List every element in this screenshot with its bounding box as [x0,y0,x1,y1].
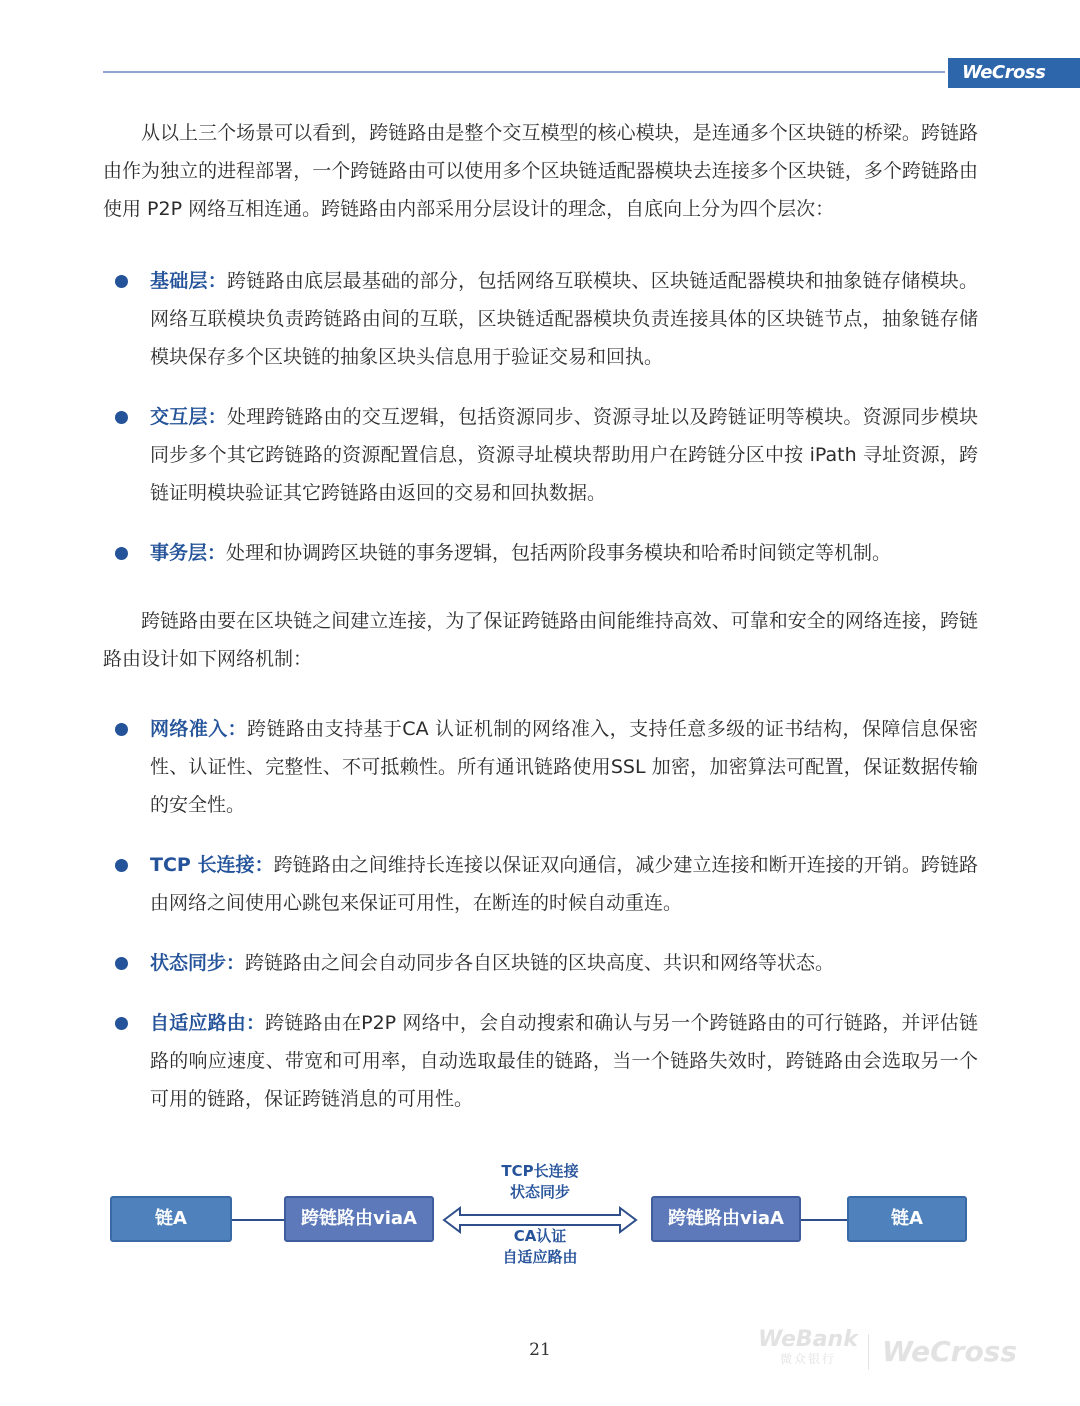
footer-divider [868,1334,869,1370]
bullet-dot-icon [115,1017,128,1030]
page-content [103,114,978,1140]
mechanism-item-state-sync [103,944,978,982]
bullet-dot-icon [115,723,128,736]
label-ca-auth: CA认证 [513,1227,567,1245]
webank-logo-cn: 微众银行 [779,1352,836,1366]
cross-chain-routing-diagram [0,1150,1080,1290]
bullet-dot-icon [115,411,128,424]
webank-logo [758,1328,858,1366]
mechanism-text: 跨链路由之间维持长连接以保证双向通信，减少建立连接和断开连接的开销。跨链路由网络之间使用心跳包来保证可用性，在断连的时候自动重连。 [150,854,978,914]
mechanism-term: 网络准入： [150,718,248,740]
mechanism-list [103,710,978,1118]
wecross-header-logo: WeCross [948,58,1080,88]
mechanism-term: 自适应路由： [150,1012,266,1034]
intro-paragraph: 从以上三个场景可以看到，跨链路由是整个交互模型的核心模块，是连通多个区块链的桥梁。跨链路由作为独立的进程部署，一个跨链路由可以使用多个区块链适配器模块去连接多个区块链，多个跨链路由使用 P2P 网络互相连通。跨链路由内部采用分层设计的理念，自底向上分为四个层次： [103,122,978,220]
mechanism-text: 跨链路由之间会自动同步各自区块链的区块高度、共识和网络等状态。 [245,952,835,974]
right-connector-line [801,1219,847,1221]
webank-logo-en: WeBank [758,1327,858,1352]
bullet-dot-icon [115,275,128,288]
arrow-label-top [440,1161,640,1203]
layer-text: 处理跨链路由的交互逻辑，包括资源同步、资源寻址以及跨链证明等模块。资源同步模块同步多个其它跨链路的资源配置信息，资源寻址模块帮助用户在跨链分区中按 iPath 寻址资源，跨链证明模块验证其它跨链路由返回的交易和回执数据。 [150,406,978,504]
bullet-dot-icon [115,957,128,970]
right-chain-node: 链A [847,1196,967,1242]
left-connector-line [232,1219,284,1221]
left-chain-node: 链A [110,1196,232,1242]
mechanism-text: 跨链路由支持基于CA 认证机制的网络准入，支持任意多级的证书结构，保障信息保密性、认证性、完整性、不可抵赖性。所有通讯链路使用SSL 加密，加密算法可配置，保证数据传输的安全性。 [150,718,978,816]
mechanism-item-tcp [103,846,978,922]
label-tcp-long-connection: TCP长连接 [501,1162,579,1180]
layer-text: 跨链路由底层最基础的部分，包括网络互联模块、区块链适配器模块和抽象链存储模块。网络互联模块负责跨链路由间的互联，区块链适配器模块负责连接具体的区块链节点，抽象链存储模块保存多个区块链的抽象区块头信息用于验证交易和回执。 [150,270,978,368]
layer-term: 交互层： [150,406,228,428]
arrow-label-bottom [440,1226,640,1268]
left-router-node: 跨链路由viaA [284,1196,434,1242]
layer-item-transaction [103,534,978,572]
label-state-sync: 状态同步 [509,1183,570,1201]
layer-list [103,262,978,572]
network-paragraph: 跨链路由要在区块链之间建立连接，为了保证跨链路由间能维持高效、可靠和安全的网络连接，跨链路由设计如下网络机制： [103,610,978,670]
mechanism-text: 跨链路由在P2P 网络中，会自动搜索和确认与另一个跨链路由的可行链路，并评估链路的响应速度、带宽和可用率，自动选取最佳的链路，当一个链路失效时，跨链路由会选取另一个可用的链路，保证跨链消息的可用性。 [150,1012,978,1110]
header-rule [103,71,945,73]
bullet-dot-icon [115,547,128,560]
mechanism-term: 状态同步： [150,952,246,974]
layer-term: 基础层： [150,270,228,292]
page-number: 21 [529,1340,551,1360]
layer-term: 事务层： [150,542,227,564]
mechanism-item-adaptive-routing [103,1004,978,1118]
layer-item-interaction [103,398,978,512]
bullet-dot-icon [115,859,128,872]
wecross-footer-logo: WeCross [882,1335,1018,1368]
right-router-node: 跨链路由viaA [651,1196,801,1242]
label-adaptive-routing: 自适应路由 [502,1248,578,1266]
mechanism-item-network-access [103,710,978,824]
mechanism-term: TCP 长连接： [150,854,274,876]
layer-text: 处理和协调跨区块链的事务逻辑，包括两阶段事务模块和哈希时间锁定等机制。 [226,542,892,564]
layer-item-base [103,262,978,376]
